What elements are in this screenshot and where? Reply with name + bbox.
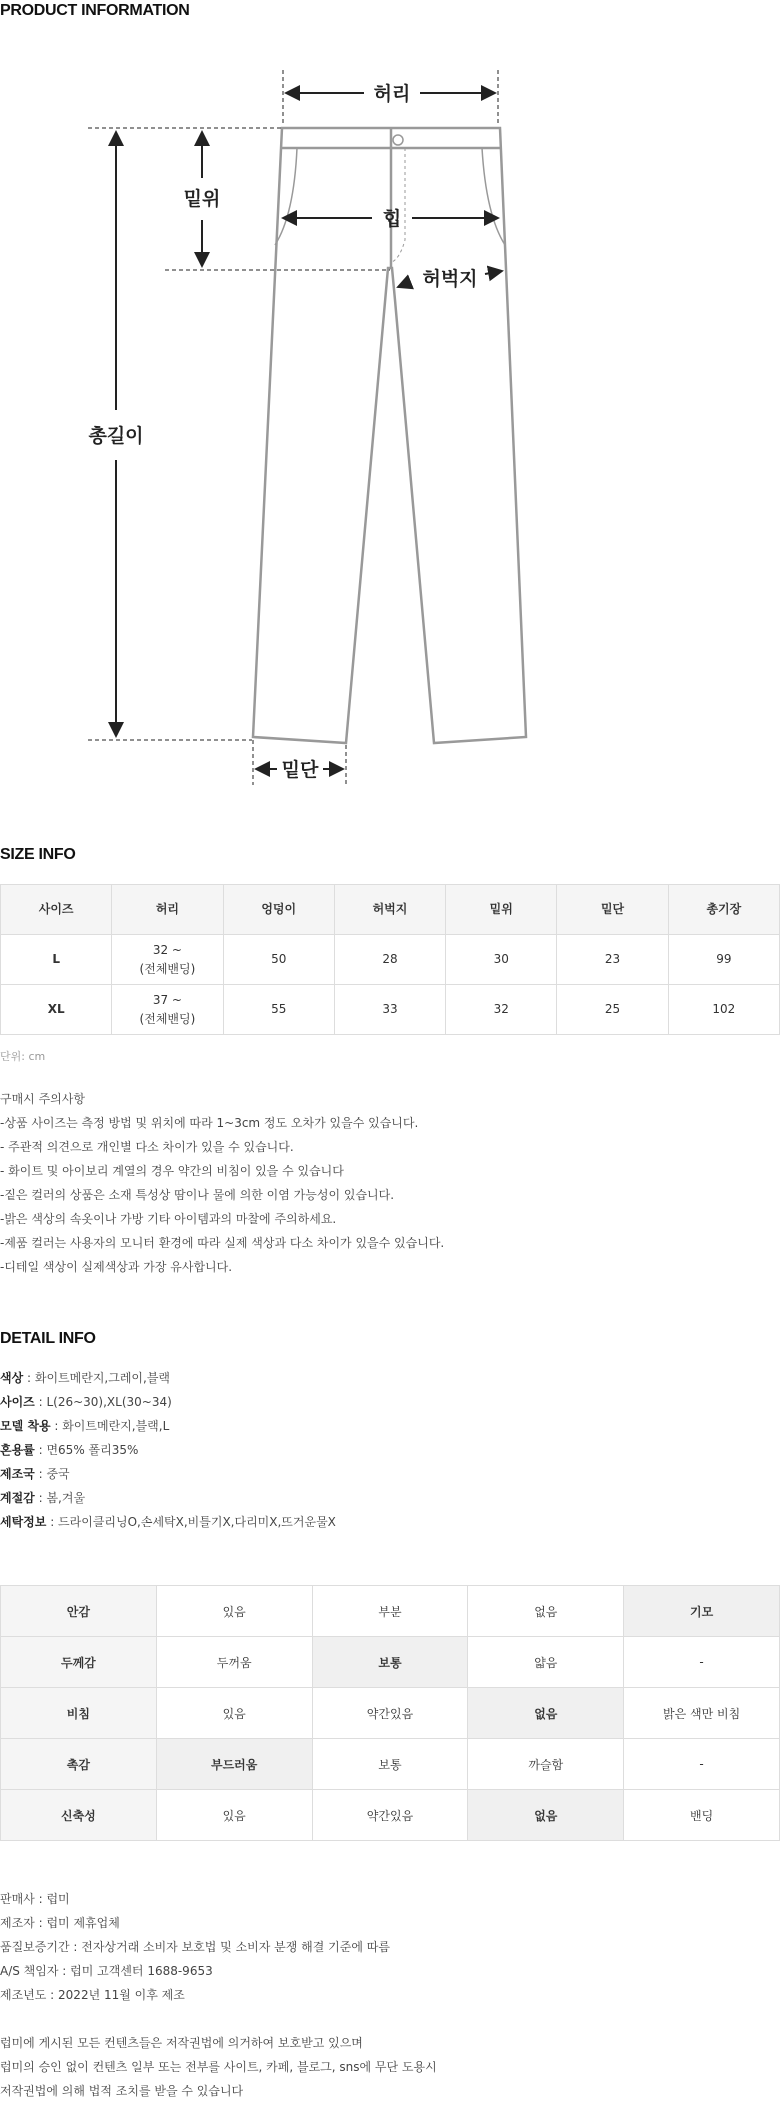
- waist-note: (전체밴딩): [139, 1011, 196, 1026]
- note-item: -밝은 색상의 속옷이나 가방 기타 아이템과의 마찰에 주의하세요.: [0, 1212, 337, 1226]
- seller-line: 제조자 : 럽미 제휴업체: [0, 1916, 120, 1930]
- rise-cell: 30: [446, 935, 557, 985]
- detail-item: [0, 1438, 336, 1462]
- size-col-header: 사이즈: [1, 885, 112, 935]
- copyright-notice: [0, 2031, 437, 2103]
- detail-item: [0, 1462, 336, 1486]
- detail-list: [0, 1366, 336, 1534]
- diagram-label-thigh: 허벅지: [422, 268, 478, 290]
- product-info-heading: PRODUCT INFORMATION: [0, 2, 190, 19]
- waist-note: (전체밴딩): [139, 961, 196, 976]
- copyright-line: 저작권법에 의해 법적 조치를 받을 수 있습니다: [0, 2084, 244, 2098]
- fabric-option: 밝은 색만 비침: [624, 1688, 780, 1739]
- detail-value: : 화이트메란지,블랙,L: [50, 1419, 170, 1433]
- diagram-label-total-length: 총길이: [88, 425, 144, 447]
- size-table-row: [1, 985, 780, 1035]
- fabric-row: [1, 1586, 780, 1637]
- diagram-label-hip: 힙: [382, 208, 402, 230]
- fabric-option: 밴딩: [624, 1790, 780, 1841]
- fabric-label: 안감: [1, 1586, 157, 1637]
- rise-cell: 32: [446, 985, 557, 1035]
- note-item: - 주관적 의견으로 개인별 다소 차이가 있을 수 있습니다.: [0, 1140, 294, 1154]
- detail-item: [0, 1510, 336, 1534]
- detail-key: 혼용률: [0, 1443, 35, 1457]
- seller-info: [0, 1887, 390, 2007]
- hip-cell: 55: [223, 985, 334, 1035]
- fabric-row: [1, 1637, 780, 1688]
- thigh-cell: 28: [334, 935, 445, 985]
- size-table: [0, 884, 780, 1035]
- fabric-option-selected: 없음: [468, 1790, 624, 1841]
- purchase-notes: [0, 1087, 444, 1279]
- hem-cell: 25: [557, 985, 668, 1035]
- waist-cell: [112, 935, 223, 985]
- note-item: -짙은 컬러의 상품은 소재 특성상 땀이나 물에 의한 이염 가능성이 있습니다.: [0, 1188, 395, 1202]
- fabric-option-selected: 기모: [624, 1586, 780, 1637]
- thigh-cell: 33: [334, 985, 445, 1035]
- fabric-row: [1, 1790, 780, 1841]
- seller-line: 판매사 : 럽미: [0, 1892, 70, 1906]
- fabric-option: -: [624, 1637, 780, 1688]
- detail-value: : 중국: [34, 1467, 70, 1481]
- detail-key: 색상: [0, 1371, 24, 1385]
- size-table-row: [1, 935, 780, 985]
- seller-line: 품질보증기간 : 전자상거래 소비자 보호법 및 소비자 분쟁 해결 기준에 따름: [0, 1940, 390, 1954]
- detail-value: : 봄,겨울: [34, 1491, 86, 1505]
- fabric-option-selected: 보통: [312, 1637, 468, 1688]
- fabric-option: 부분: [312, 1586, 468, 1637]
- detail-value: : 화이트메란지,그레이,블랙: [23, 1371, 171, 1385]
- detail-key: 세탁정보: [0, 1515, 47, 1529]
- notes-title: 구매시 주의사항: [0, 1092, 85, 1106]
- note-item: -제품 컬러는 사용자의 모니터 환경에 따라 실제 색상과 다소 차이가 있을수 있습니다.: [0, 1236, 445, 1250]
- diagram-label-waist: 허리: [373, 83, 411, 105]
- note-item: -상품 사이즈는 측정 방법 및 위치에 따라 1~3cm 정도 오차가 있을수 있습니다.: [0, 1116, 419, 1130]
- detail-info-heading: DETAIL INFO: [0, 1330, 96, 1347]
- fabric-row: [1, 1739, 780, 1790]
- size-col-header: 밑위: [446, 885, 557, 935]
- note-item: -디테일 색상이 실제색상과 가장 유사합니다.: [0, 1260, 233, 1274]
- waist-value: 32 ~: [152, 942, 182, 957]
- hip-cell: 50: [223, 935, 334, 985]
- size-col-header: 밑단: [557, 885, 668, 935]
- size-info-heading: SIZE INFO: [0, 846, 76, 863]
- size-col-header: 총기장: [668, 885, 779, 935]
- seller-line: 제조년도 : 2022년 11월 이후 제조: [0, 1988, 185, 2002]
- note-item: - 화이트 및 아이보리 계열의 경우 약간의 비침이 있을 수 있습니다: [0, 1164, 344, 1178]
- length-cell: 99: [668, 935, 779, 985]
- detail-item: [0, 1414, 336, 1438]
- fabric-option: 있음: [156, 1688, 312, 1739]
- size-cell: XL: [1, 985, 112, 1035]
- detail-value: : L(26~30),XL(30~34): [34, 1395, 172, 1409]
- copyright-line: 럽미에 게시된 모든 컨텐츠들은 저작권법에 의거하여 보호받고 있으며: [0, 2036, 363, 2050]
- fabric-option: 있음: [156, 1790, 312, 1841]
- hem-cell: 23: [557, 935, 668, 985]
- waist-value: 37 ~: [152, 992, 182, 1007]
- waist-cell: [112, 985, 223, 1035]
- pants-size-diagram: [0, 60, 780, 800]
- detail-value: : 면65% 폴리35%: [34, 1443, 139, 1457]
- fabric-row: [1, 1688, 780, 1739]
- length-cell: 102: [668, 985, 779, 1035]
- fabric-label: 두께감: [1, 1637, 157, 1688]
- detail-key: 모델 착용: [0, 1419, 51, 1433]
- size-col-header: 허벅지: [334, 885, 445, 935]
- fabric-option: 두꺼움: [156, 1637, 312, 1688]
- detail-item: [0, 1486, 336, 1510]
- detail-key: 사이즈: [0, 1395, 35, 1409]
- diagram-label-rise: 밑위: [183, 188, 221, 210]
- fabric-option: -: [624, 1739, 780, 1790]
- fabric-option: 없음: [468, 1586, 624, 1637]
- size-table-header-row: [1, 885, 780, 935]
- detail-key: 계절감: [0, 1491, 35, 1505]
- detail-key: 제조국: [0, 1467, 35, 1481]
- size-col-header: 엉덩이: [223, 885, 334, 935]
- detail-item: [0, 1366, 336, 1390]
- fabric-option: 까슬함: [468, 1739, 624, 1790]
- fabric-option: 약간있음: [312, 1688, 468, 1739]
- fabric-option-selected: 부드러움: [156, 1739, 312, 1790]
- fabric-option: 보통: [312, 1739, 468, 1790]
- fabric-label: 비침: [1, 1688, 157, 1739]
- fabric-option: 있음: [156, 1586, 312, 1637]
- copyright-line: 럽미의 승인 없이 컨텐츠 일부 또는 전부를 사이트, 카페, 블로그, sns에 무단 도용시: [0, 2060, 437, 2074]
- fabric-label: 신축성: [1, 1790, 157, 1841]
- size-cell: L: [1, 935, 112, 985]
- fabric-option-selected: 없음: [468, 1688, 624, 1739]
- fabric-option: 약간있음: [312, 1790, 468, 1841]
- fabric-property-table: [0, 1585, 780, 1841]
- size-col-header: 허리: [112, 885, 223, 935]
- diagram-label-hem: 밑단: [281, 759, 319, 781]
- seller-line: A/S 책임자 : 럽미 고객센터 1688-9653: [0, 1964, 213, 1978]
- fabric-label: 촉감: [1, 1739, 157, 1790]
- unit-note: 단위: cm: [0, 1050, 46, 1063]
- detail-value: : 드라이클리닝O,손세탁X,비틀기X,다리미X,뜨거운물X: [46, 1515, 336, 1529]
- detail-item: [0, 1390, 336, 1414]
- fabric-option: 얇음: [468, 1637, 624, 1688]
